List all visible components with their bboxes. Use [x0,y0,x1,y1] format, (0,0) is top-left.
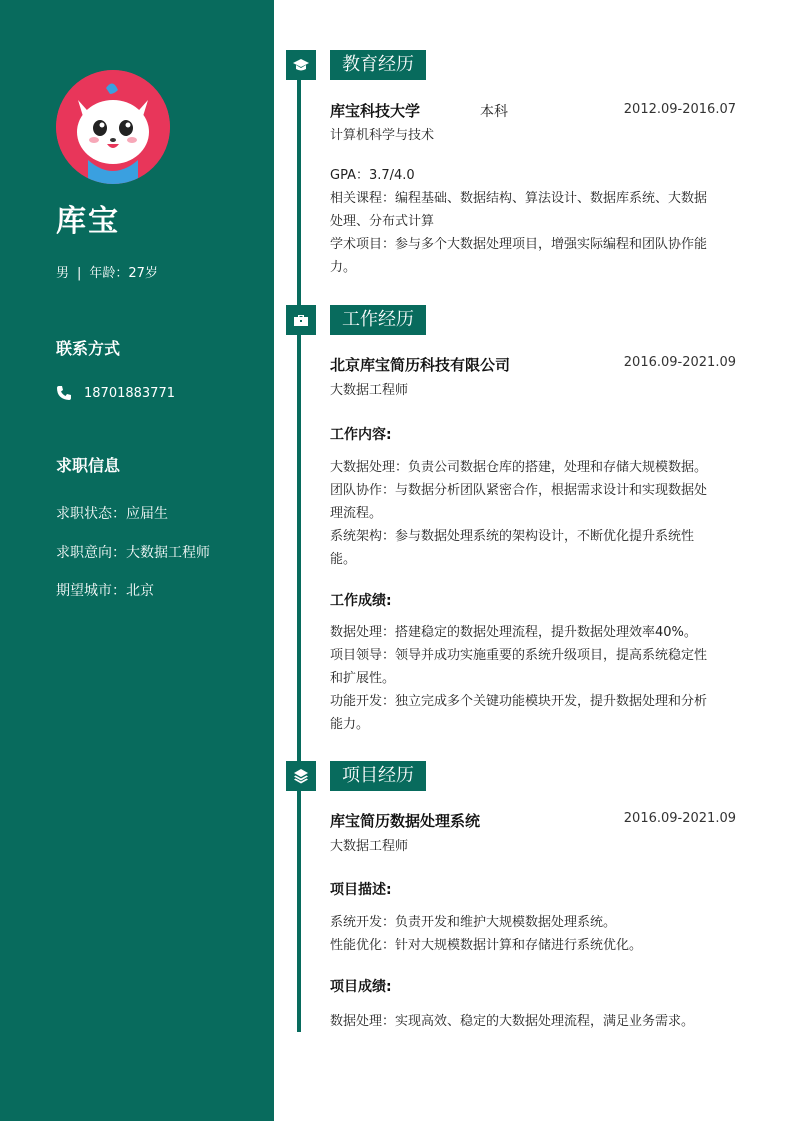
job-intent-heading: 求职信息 [56,456,121,475]
work-result-2b: 和扩展性。 [330,671,396,686]
projects-line-2: 力。 [330,260,357,275]
phone-number: 18701883771 [84,385,175,401]
project-desc-2: 性能优化：针对大规模数据计算和存储进行系统优化。 [330,938,643,953]
work-content-2a: 团队协作：与数据分析团队紧密合作，根据需求设计和实现数据处 [330,483,708,498]
project-result-1: 数据处理：实现高效、稳定的大数据处理流程，满足业务需求。 [330,1014,695,1029]
project-section-icon [286,761,316,791]
job-status: 求职状态：应届生 [56,506,168,522]
work-result-list [330,621,740,736]
work-content-heading: 工作内容: [330,427,392,443]
projects-line-1: 学术项目：参与多个大数据处理项目，增强实际编程和团队协作能 [330,237,708,252]
education-heading: 教育经历 [330,50,426,80]
project-name: 库宝简历数据处理系统 [330,812,481,830]
briefcase-icon [293,312,309,328]
contact-heading: 联系方式 [56,339,121,358]
courses-line-1: 相关课程：编程基础、数据结构、算法设计、数据库系统、大数据 [330,191,708,206]
education-details [330,164,740,279]
project-date: 2016.09-2021.09 [623,811,736,826]
age: 年龄：27岁 [89,266,158,281]
project-desc-heading: 项目描述: [330,882,392,898]
work-section-icon [286,305,316,335]
work-role: 大数据工程师 [330,383,409,398]
graduation-cap-icon [293,57,309,73]
major: 计算机科学与技术 [330,128,435,143]
job-position: 求职意向：大数据工程师 [56,545,210,561]
education-section-icon [286,50,316,80]
school-name: 库宝科技大学 [330,102,421,120]
company-name: 北京库宝简历科技有限公司 [330,356,511,374]
courses-line-2: 处理、分布式计算 [330,214,435,229]
project-result-heading: 项目成绩: [330,979,392,995]
work-content-3b: 能。 [330,552,357,567]
work-date: 2016.09-2021.09 [623,355,736,370]
project-role: 大数据工程师 [330,839,409,854]
work-heading: 工作经历 [330,305,426,335]
gpa: GPA：3.7/4.0 [330,168,415,183]
work-result-3a: 功能开发：独立完成多个关键功能模块开发，提升数据处理和分析 [330,694,708,709]
work-content-3a: 系统架构：参与数据处理系统的架构设计，不断优化提升系统性 [330,529,695,544]
education-date: 2012.09-2016.07 [623,102,736,117]
work-content-1: 大数据处理：负责公司数据仓库的搭建，处理和存储大规模数据。 [330,460,708,475]
layers-icon [293,768,309,784]
project-desc-list [330,911,740,957]
gender: 男 [56,266,70,281]
work-result-3b: 能力。 [330,717,370,732]
separator: | [77,266,82,281]
work-content-list [330,456,740,571]
work-result-heading: 工作成绩: [330,593,392,609]
work-result-1: 数据处理：搭建稳定的数据处理流程，提升数据处理效率40%。 [330,625,697,640]
work-result-2a: 项目领导：领导并成功实施重要的系统升级项目，提高系统稳定性 [330,648,708,663]
job-city: 期望城市：北京 [56,583,154,599]
candidate-name: 库宝 [56,204,120,239]
work-content-2b: 理流程。 [330,506,383,521]
project-desc-1: 系统开发：负责开发和维护大规模数据处理系统。 [330,915,617,930]
timeline-line [297,72,301,1032]
project-heading: 项目经历 [330,761,426,791]
degree: 本科 [480,104,508,120]
